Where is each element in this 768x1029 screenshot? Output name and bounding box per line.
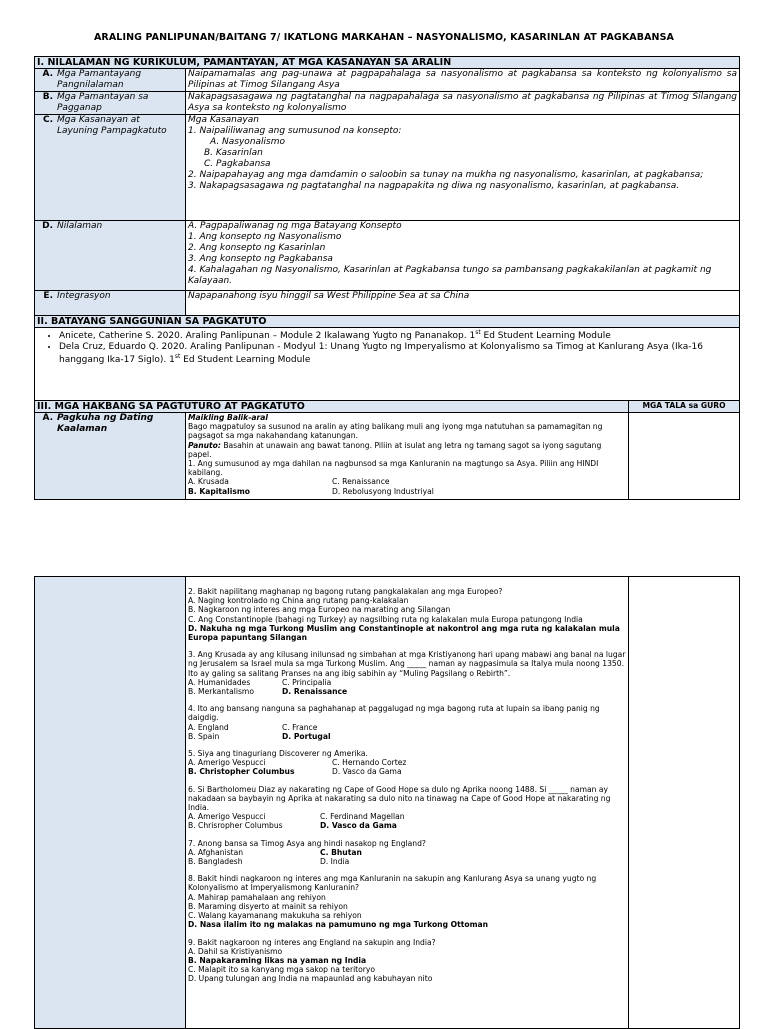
row-c-content: Mga Kasanayan 1. Naipaliliwanag ang sumusunod na konsepto: A. Nasyonalismo B. Kasarinlan C. Pagkabansa 2. Naipapahayag ang mga damdamin o saloobin sa tunay na mukha ng nasyonalismo, kasarinlan, at pagkabansa; 3. Nakapagsasagawa ng pagtatanghal na nagpapakita ng diwa ng nasyonalismo, kasarinlan, at pagkabansa.: [186, 115, 740, 221]
page-title: ARALING PANLIPUNAN/BAITANG 7/ IKATLONG MARKAHAN – NASYONALISMO, KASARINLAN AT PAGKABANSA: [93, 32, 674, 43]
notes-cell: [629, 577, 740, 1029]
question-2: 2. Bakit napilitang maghanap ng bagong rutang pangkalakalan ang mga Europeo? A. Naging kontrolado ng China ang rutang pang-kalakalan B. Nagkaroon ng interes ang mga Europeo na marating ang Silangan C. Ang Constantinople (bahagi ng Turkey) ay nagsilbing ruta ng kalakalan mula Europa patungong India D. Nakuha ng mga Turkong Muslim ang Constantinople at nakontrol ang mga ruta ng kalakalan mula Europa papuntang Silangan: [188, 587, 620, 643]
review-content: Maikling Balik-aral Bago magpatuloy sa susunod na aralin ay ating balikang muli ang iyong mga natutuhan sa pamamagitan ng pagsagot sa mga nakahandang katanungan. Panuto: Basahin at unawain ang bawat tanong. Piliin at isulat ang letra ng tamang sagot sa iyong sagutang papel. 1. Ang sumusunod ay mga dahilan na nagbunsod sa mga Kanluranin na magtungo sa Asya. Piliin ang HINDI kabilang. A. Krusada C. Renaissance B. Kapitalismo D. Rebolusyong Industriyal: [186, 413, 629, 500]
section-3-header: III. MGA HAKBANG SA PAGTUTURO AT PAGKATUTO: [35, 401, 629, 413]
notes-cell: [629, 413, 740, 500]
question-9: 9. Bakit nagkaroon ng interes ang England na sakupin ang India? A. Dahil sa Kristiyanismo B. Napakaraming likas na yaman ng India C. Malapit ito sa kanyang mga sakop na teritoryo D. Upang tulungan ang India na mapaunlad ang kabuhayan nito: [188, 937, 436, 984]
row-b-label: B. Mga Pamantayan sa Pagganap: [35, 92, 186, 115]
row-d-content: A. Pagpapaliwanag ng mga Batayang Konsepto 1. Ang konsepto ng Nasyonalismo 2. Ang konsepto ng Kasarinlan 3. Ang konsepto ng Pagkabansa 4. Kahalagahan ng Nasyonalismo, Kasarinlan at Pagkabansa tungo sa pambansang pagkakakilanlan at pagkamit ng Kalayaan.: [186, 221, 740, 291]
questions-content: [186, 577, 629, 1029]
references: [35, 328, 740, 401]
row-c-label: C. Mga Kasanayan at Layuning Pampagkatuto: [35, 115, 186, 221]
reference-item: • Dela Cruz, Eduardo Q. 2020. Araling Panlipunan - Modyul 1: Unang Yugto ng Imperyalismo at Kolonyalismo sa Timog at Kanlurang Asya (Ika-16 hanggang Ika-17 Siglo). 1st Ed Student Learning Module: [59, 342, 737, 366]
question-5: 5. Siya ang tinaguriang Discoverer ng Amerika. A. Amerigo Vespucci C. Hernando Cortez B. Christopher Columbus D. Vasco da Gama: [188, 749, 407, 777]
questions-table: [34, 576, 740, 1029]
row-e-content: Napapanahong isyu hinggil sa West Philippine Sea at sa China: [186, 291, 740, 316]
question-4: 4. Ito ang bansang nanguna sa paghahanap at paggalugad ng mga bagong ruta at lupain sa ibang panig ng daigdig. A. England C. France B. Spain D. Portugal: [188, 704, 600, 741]
reference-item: • Anicete, Catherine S. 2020. Araling Panlipunan – Module 2 Ikalawang Yugto ng Pananakop. 1st Ed Student Learning Module: [59, 328, 737, 342]
continuation-label: [35, 577, 186, 1029]
row-d-label: D. Nilalaman: [35, 221, 186, 291]
row-3a-label: A. Pagkuha ng Dating Kaalaman: [35, 413, 186, 500]
notes-header: MGA TALA sa GURO: [629, 401, 740, 413]
curriculum-table: [34, 56, 740, 500]
question-1: 1. Ang sumusunod ay mga dahilan na nagbunsod sa mga Kanluranin na magtungo sa Asya. Piliin ang HINDI kabilang. A. Krusada C. Renaissance B. Kapitalismo D. Rebolusyong Industriyal: [188, 459, 599, 496]
row-e-label: E. Integrasyon: [35, 291, 186, 316]
section-2-header: II. BATAYANG SANGGUNIAN SA PAGKATUTO: [35, 316, 740, 328]
question-7: 7. Anong bansa sa Timog Asya ang hindi nasakop ng England? A. Afghanistan C. Bhutan B. Bangladesh D. India: [188, 838, 426, 867]
section-1-header: I. NILALAMAN NG KURIKULUM, PAMANTAYAN, AT MGA KASANAYAN SA ARALIN: [35, 57, 740, 69]
question-3: 3. Ang Krusada ay ang kilusang inilunsad ng simbahan at mga Kristiyanong hari upang mabawi ang banal na lugar ng Jerusalem sa Israel mula sa mga Turkong Muslim. Ang _____ naman ay nagpasimula sa Italya mula noong 1350. Ito ay galing sa salitang Pranses na ang ibig sabihin ay “Muling Pagsilang o Rebirth”. A. Humanidades C. Principalia B. Merkantalismo D. Renaissance: [188, 650, 626, 697]
question-6: 6. Si Bartholomeu Diaz ay nakarating ng Cape of Good Hope sa dulo ng Aprika noong 1488. Si _____ naman ay nakadaan sa baybayin ng Aprika at nakarating sa dulo nito na tinawag na Cape of Good Hope at nakarating ng India. A. Amerigo Vespucci C. Ferdinand Magellan B. Chrisropher Columbus D. Vasco da Gama: [188, 784, 611, 831]
question-8: 8. Bakit hindi nagkaroon ng interes ang mga Kanluranin na sakupin ang Kanlurang Asya sa unang yugto ng Kolonyalismo at Imperyalismong Kanluranin? A. Mahirap pamahalaan ang rehiyon B. Maraming disyerto at mainit sa rehiyon C. Walang kayamanang makukuha sa rehiyon D. Nasa ilalim ito ng malakas na pamumuno ng mga Turkong Ottoman: [188, 874, 597, 930]
row-b-content: Nakapagsasagawa ng pagtatanghal na nagpapahalaga sa nasyonalismo at pagkabansa ng Pilipinas at Timog Silangang Asya sa konteksto ng kolonyalismo: [186, 92, 740, 115]
row-a-content: Naipamamalas ang pag-unawa at pagpapahalaga sa nasyonalismo at pagkabansa sa konteksto ng kolonyalismo sa Pilipinas at Timog Silangang Asya: [186, 69, 740, 92]
row-a-label: A. Mga Pamantayang Pangnilalaman: [35, 69, 186, 92]
